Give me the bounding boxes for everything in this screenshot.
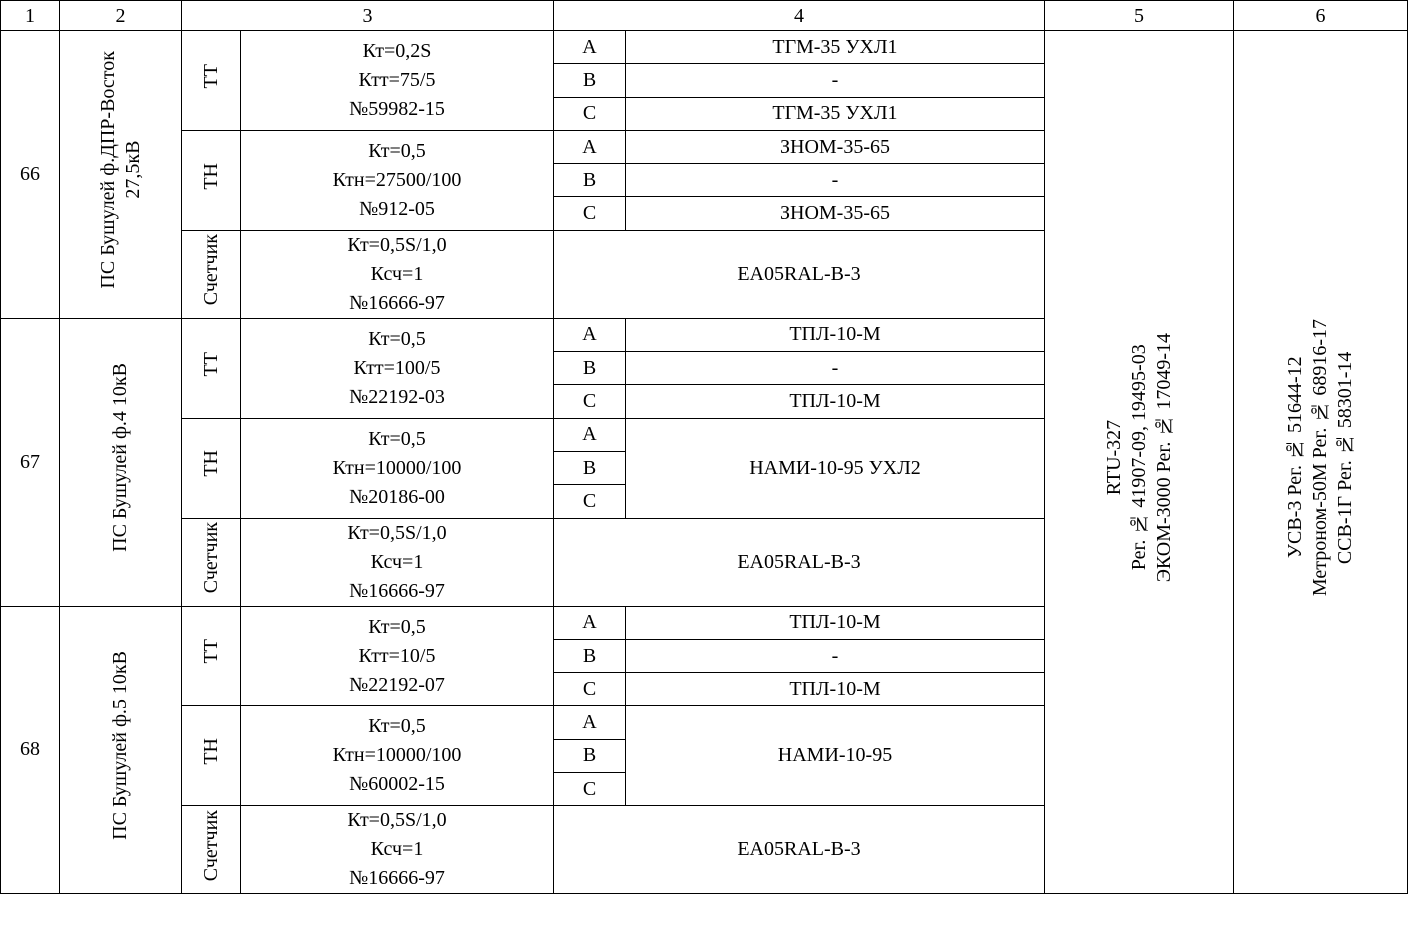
text-line: RTU-327 bbox=[1102, 419, 1125, 496]
tt-model: ТПЛ-10-М bbox=[626, 673, 1045, 706]
connection-name bbox=[60, 606, 182, 894]
phase-C: C bbox=[554, 673, 626, 706]
tt-params bbox=[241, 31, 554, 131]
phase-B: B bbox=[554, 352, 626, 385]
text-line: ПС Бушулей ф.4 10кВ bbox=[109, 363, 131, 553]
vertical-text: Счетчик bbox=[199, 809, 222, 881]
meter-label bbox=[182, 518, 241, 606]
text-line: Кт=0,5 bbox=[368, 427, 426, 450]
text-line: Ктн=10000/100 bbox=[332, 744, 462, 767]
tn-model: ЗНОМ-35-65 bbox=[626, 130, 1045, 163]
phase-C: C bbox=[554, 97, 626, 130]
column-header-4: 4 bbox=[554, 1, 1045, 31]
column-header-5: 5 bbox=[1045, 1, 1234, 31]
text-line: Ктн=27500/100 bbox=[332, 168, 462, 191]
text-line: №16666-97 bbox=[349, 867, 445, 890]
text-line: ПС Бушулей ф.ДПР-Восток bbox=[96, 51, 119, 289]
meter-model: EA05RAL-B-3 bbox=[554, 230, 1045, 318]
vertical-text: ТТ bbox=[199, 63, 222, 89]
text-line: №59982-15 bbox=[349, 97, 445, 120]
phase-B: B bbox=[554, 739, 626, 772]
phase-C: C bbox=[554, 485, 626, 518]
text-line: Ктн=10000/100 bbox=[332, 456, 462, 479]
column-header-3: 3 bbox=[182, 1, 554, 31]
tt-label bbox=[182, 606, 241, 706]
tn-model: ЗНОМ-35-65 bbox=[626, 197, 1045, 230]
vertical-text bbox=[108, 651, 133, 840]
phase-C: C bbox=[554, 385, 626, 418]
phase-B: B bbox=[554, 164, 626, 197]
column5-devices bbox=[1045, 31, 1234, 894]
text-line: УСВ-3 Рег. № 51644-12 bbox=[1284, 356, 1306, 559]
text-line: Кт=0,5 bbox=[368, 715, 426, 738]
row-number: 68 bbox=[1, 606, 60, 894]
text-line: Ктт=10/5 bbox=[358, 644, 436, 667]
column6-devices bbox=[1234, 31, 1408, 894]
phase-A: A bbox=[554, 31, 626, 64]
meter-model: EA05RAL-B-3 bbox=[554, 518, 1045, 606]
text-line: Ксч=1 bbox=[370, 262, 424, 285]
row-number: 67 bbox=[1, 318, 60, 606]
meter-model: EA05RAL-B-3 bbox=[554, 806, 1045, 894]
vertical-text bbox=[96, 51, 146, 289]
meter-label bbox=[182, 230, 241, 318]
text-line: Метроном-50М Рег. № 68916-17 bbox=[1309, 319, 1331, 597]
text-line: Ксч=1 bbox=[370, 550, 424, 573]
tn-label bbox=[182, 706, 241, 806]
vertical-text bbox=[1102, 333, 1177, 582]
tn-label bbox=[182, 130, 241, 230]
vertical-text: ТН bbox=[199, 450, 222, 477]
column-header-2: 2 bbox=[60, 1, 182, 31]
tn-params bbox=[241, 418, 554, 518]
phase-A: A bbox=[554, 706, 626, 739]
table-row bbox=[1, 31, 1408, 64]
tt-model: ТПЛ-10-М bbox=[626, 318, 1045, 351]
vertical-text: Счетчик bbox=[199, 234, 222, 306]
vertical-text bbox=[1283, 319, 1358, 596]
text-line: №60002-15 bbox=[349, 773, 445, 796]
phase-A: A bbox=[554, 418, 626, 451]
phase-A: A bbox=[554, 606, 626, 639]
vertical-text: ТТ bbox=[199, 639, 222, 664]
text-line: №22192-03 bbox=[349, 385, 445, 408]
tt-label bbox=[182, 31, 241, 131]
tn-label bbox=[182, 418, 241, 518]
tn-params bbox=[241, 706, 554, 806]
tt-model: ТПЛ-10-М bbox=[626, 385, 1045, 418]
text-line: ССВ-1Г Рег. № 58301-14 bbox=[1334, 351, 1356, 564]
text-line: Ктт=75/5 bbox=[358, 68, 436, 91]
tn-model: - bbox=[626, 164, 1045, 197]
text-line: Кт=0,5 bbox=[368, 327, 426, 350]
phase-B: B bbox=[554, 451, 626, 484]
row-number: 66 bbox=[1, 31, 60, 319]
tn-model: НАМИ-10-95 УХЛ2 bbox=[626, 418, 1045, 518]
column-header-1: 1 bbox=[1, 1, 60, 31]
tn-model: НАМИ-10-95 bbox=[626, 706, 1045, 806]
tt-params bbox=[241, 318, 554, 418]
phase-B: B bbox=[554, 639, 626, 672]
text-line: Кт=0,5 bbox=[368, 139, 426, 162]
tt-model: ТГМ-35 УХЛ1 bbox=[626, 31, 1045, 64]
text-line: №22192-07 bbox=[349, 673, 445, 696]
text-line: Кт=0,5S/1,0 bbox=[347, 233, 447, 256]
connection-name bbox=[60, 318, 182, 606]
text-line: №20186-00 bbox=[349, 485, 445, 508]
phase-C: C bbox=[554, 773, 626, 806]
text-line: ПС Бушулей ф.5 10кВ bbox=[109, 651, 131, 840]
header-row bbox=[1, 1, 1408, 31]
text-line: 27,5кВ bbox=[121, 140, 144, 199]
column-header-6: 6 bbox=[1234, 1, 1408, 31]
phase-A: A bbox=[554, 318, 626, 351]
tt-params bbox=[241, 606, 554, 706]
text-line: Кт=0,5S/1,0 bbox=[347, 809, 447, 832]
text-line: Кт=0,5 bbox=[368, 615, 426, 638]
text-line: Кт=0,5S/1,0 bbox=[347, 521, 447, 544]
tt-model: - bbox=[626, 639, 1045, 672]
phase-B: B bbox=[554, 64, 626, 97]
tt-model: ТГМ-35 УХЛ1 bbox=[626, 97, 1045, 130]
text-line: №16666-97 bbox=[349, 579, 445, 602]
meter-params bbox=[241, 518, 554, 606]
tt-model: - bbox=[626, 64, 1045, 97]
text-line: ЭКОМ-3000 Рег. № 17049-14 bbox=[1152, 333, 1175, 583]
meter-label bbox=[182, 806, 241, 894]
tt-model: ТПЛ-10-М bbox=[626, 606, 1045, 639]
text-line: Ксч=1 bbox=[370, 838, 424, 861]
vertical-text: ТТ bbox=[199, 351, 222, 376]
tt-label bbox=[182, 318, 241, 418]
text-line: Ктт=100/5 bbox=[353, 356, 441, 379]
vertical-text bbox=[108, 363, 133, 552]
connection-name bbox=[60, 31, 182, 319]
meter-params bbox=[241, 230, 554, 318]
text-line: Кт=0,2S bbox=[362, 39, 432, 62]
text-line: Рег. № 41907-09, 19495-03 bbox=[1127, 344, 1150, 571]
vertical-text: Счетчик bbox=[199, 521, 222, 594]
meter-params bbox=[241, 806, 554, 894]
phase-A: A bbox=[554, 130, 626, 163]
tt-model: - bbox=[626, 352, 1045, 385]
vertical-text: ТН bbox=[199, 162, 222, 190]
vertical-text: ТН bbox=[199, 738, 222, 765]
phase-C: C bbox=[554, 197, 626, 230]
text-line: №16666-97 bbox=[349, 291, 445, 314]
tn-params bbox=[241, 130, 554, 230]
text-line: №912-05 bbox=[359, 197, 435, 220]
